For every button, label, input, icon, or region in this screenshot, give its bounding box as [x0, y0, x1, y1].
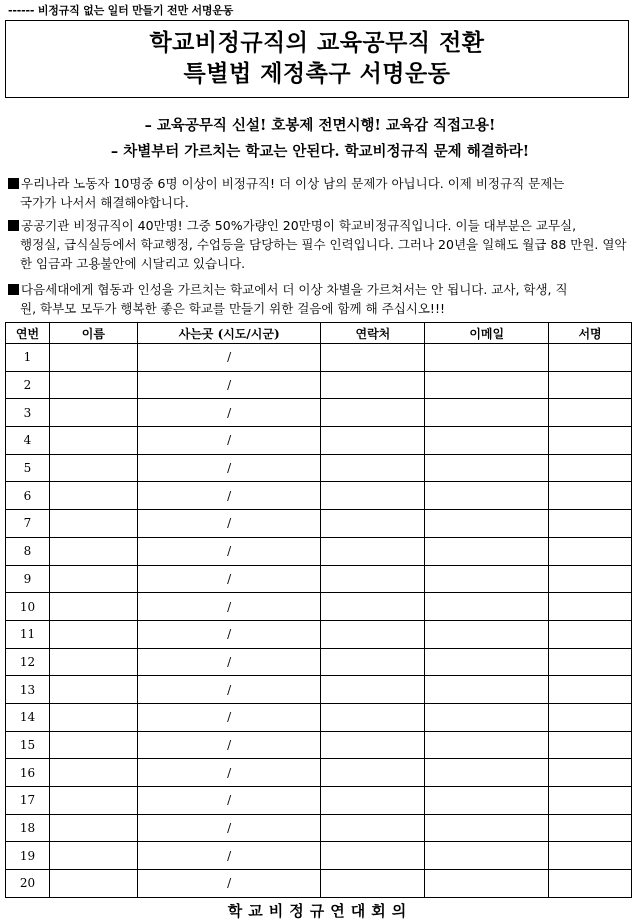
- address-cell[interactable]: /: [137, 510, 321, 538]
- address-cell[interactable]: /: [137, 454, 321, 482]
- paragraph-1-line1: 우리나라 노동자 10명중 6명 이상이 비정규직! 더 이상 남의 문제가 아닙니다. 이제 비정규직 문제는: [21, 176, 565, 191]
- table-row: [6, 870, 632, 898]
- paragraph-3-rest: 원, 학부모 모두가 행복한 좋은 학교를 만들기 위한 걸음에 함께 해 주십시오!!!: [20, 301, 445, 316]
- title-line-2: 특별법 제정촉구 서명운동: [183, 61, 451, 87]
- email-cell[interactable]: [425, 371, 549, 399]
- address-cell[interactable]: /: [137, 759, 321, 787]
- slogan-2: – 차별부터 가르치는 학교는 안된다. 학교비정규직 문제 해결하라!: [110, 143, 530, 160]
- address-cell[interactable]: /: [137, 593, 321, 621]
- header-email: 이메일: [425, 323, 549, 344]
- table-row: [6, 399, 632, 427]
- contact-cell[interactable]: [321, 814, 425, 842]
- contact-cell[interactable]: [321, 620, 425, 648]
- email-cell[interactable]: [425, 703, 549, 731]
- signature-cell[interactable]: [549, 620, 632, 648]
- table-row: [6, 344, 632, 372]
- organization-footer: 학교비정규연대회의: [227, 902, 413, 920]
- signature-cell[interactable]: [549, 842, 632, 870]
- row-number: 3: [6, 399, 50, 427]
- name-cell[interactable]: [49, 565, 137, 593]
- signature-cell[interactable]: [549, 870, 632, 898]
- name-cell[interactable]: [49, 787, 137, 815]
- email-cell[interactable]: [425, 676, 549, 704]
- name-cell[interactable]: [49, 648, 137, 676]
- email-cell[interactable]: [425, 759, 549, 787]
- email-cell[interactable]: [425, 593, 549, 621]
- row-number: 7: [6, 510, 50, 538]
- slogan-1: – 교육공무직 신설! 호봉제 전면시행! 교육감 직접고용!: [144, 117, 496, 134]
- signature-cell[interactable]: [549, 676, 632, 704]
- table-row: [6, 620, 632, 648]
- email-cell[interactable]: [425, 537, 549, 565]
- row-number: 17: [6, 787, 50, 815]
- table-row: [6, 676, 632, 704]
- row-number: 18: [6, 814, 50, 842]
- signature-cell[interactable]: [549, 371, 632, 399]
- name-cell[interactable]: [49, 703, 137, 731]
- name-cell[interactable]: [49, 620, 137, 648]
- row-number: 19: [6, 842, 50, 870]
- square-bullet-icon: [8, 284, 19, 295]
- signature-cell[interactable]: [549, 703, 632, 731]
- signature-cell[interactable]: [549, 344, 632, 372]
- address-cell[interactable]: /: [137, 399, 321, 427]
- signature-cell[interactable]: [549, 648, 632, 676]
- address-cell[interactable]: /: [137, 787, 321, 815]
- contact-cell[interactable]: [321, 703, 425, 731]
- table-row: [6, 371, 632, 399]
- name-cell[interactable]: [49, 427, 137, 455]
- paragraph-2-line1: 공공기관 비정규직이 40만명! 그중 50%가량인 20만명이 학교비정규직입니다. 이들 대부분은 교무실,: [21, 218, 577, 233]
- contact-cell[interactable]: [321, 731, 425, 759]
- signature-cell[interactable]: [549, 593, 632, 621]
- signature-cell[interactable]: [549, 510, 632, 538]
- header-number: 연번: [6, 323, 50, 344]
- email-cell[interactable]: [425, 510, 549, 538]
- address-cell[interactable]: /: [137, 814, 321, 842]
- contact-cell[interactable]: [321, 399, 425, 427]
- table-row: [6, 593, 632, 621]
- address-cell[interactable]: /: [137, 371, 321, 399]
- signature-cell[interactable]: [549, 787, 632, 815]
- email-cell[interactable]: [425, 427, 549, 455]
- name-cell[interactable]: [49, 537, 137, 565]
- address-cell[interactable]: /: [137, 842, 321, 870]
- address-cell[interactable]: /: [137, 620, 321, 648]
- table-row: [6, 814, 632, 842]
- contact-cell[interactable]: [321, 870, 425, 898]
- paragraph-2-rest: 행정실, 급식실등에서 학교행정, 수업등을 담당하는 필수 인력입니다. 그러나 20년을 일해도 월급 88 만원. 열악한 임금과 고용불안에 시달리고 있습니다.: [20, 237, 627, 271]
- signature-cell[interactable]: [549, 427, 632, 455]
- email-cell[interactable]: [425, 787, 549, 815]
- signature-table: [5, 322, 632, 898]
- contact-cell[interactable]: [321, 371, 425, 399]
- name-cell[interactable]: [49, 842, 137, 870]
- name-cell[interactable]: [49, 593, 137, 621]
- email-cell[interactable]: [425, 620, 549, 648]
- contact-cell[interactable]: [321, 427, 425, 455]
- row-number: 16: [6, 759, 50, 787]
- table-row: [6, 648, 632, 676]
- table-row: [6, 565, 632, 593]
- contact-cell[interactable]: [321, 565, 425, 593]
- square-bullet-icon: [8, 178, 19, 189]
- address-cell[interactable]: /: [137, 537, 321, 565]
- paragraph-1: [8, 174, 634, 212]
- address-cell[interactable]: /: [137, 703, 321, 731]
- table-row: [6, 731, 632, 759]
- signature-cell[interactable]: [549, 814, 632, 842]
- table-row: [6, 482, 632, 510]
- name-cell[interactable]: [49, 814, 137, 842]
- contact-cell[interactable]: [321, 454, 425, 482]
- contact-cell[interactable]: [321, 759, 425, 787]
- square-bullet-icon: [8, 220, 19, 231]
- address-cell[interactable]: /: [137, 344, 321, 372]
- signature-cell[interactable]: [549, 759, 632, 787]
- table-row: [6, 427, 632, 455]
- table-row: [6, 703, 632, 731]
- contact-cell[interactable]: [321, 842, 425, 870]
- signature-cell[interactable]: [549, 731, 632, 759]
- email-cell[interactable]: [425, 648, 549, 676]
- contact-cell[interactable]: [321, 593, 425, 621]
- address-cell[interactable]: /: [137, 565, 321, 593]
- row-number: 10: [6, 593, 50, 621]
- table-row: [6, 537, 632, 565]
- row-number: 11: [6, 620, 50, 648]
- row-number: 15: [6, 731, 50, 759]
- row-number: 1: [6, 344, 50, 372]
- title-box: [5, 20, 629, 98]
- header-address: 사는곳 (시도/시군): [137, 323, 321, 344]
- title-line-1: 학교비정규직의 교육공무직 전환: [149, 30, 485, 56]
- header-name: 이름: [49, 323, 137, 344]
- name-cell[interactable]: [49, 870, 137, 898]
- address-cell[interactable]: /: [137, 731, 321, 759]
- contact-cell[interactable]: [321, 648, 425, 676]
- header-signature: 서명: [549, 323, 632, 344]
- row-number: 5: [6, 454, 50, 482]
- table-row: [6, 454, 632, 482]
- paragraph-3-line1: 다음세대에게 협동과 인성을 가르치는 학교에서 더 이상 차별을 가르쳐서는 안 됩니다. 교사, 학생, 직: [21, 282, 568, 297]
- email-cell[interactable]: [425, 399, 549, 427]
- row-number: 8: [6, 537, 50, 565]
- paragraph-2: [8, 216, 634, 273]
- email-cell[interactable]: [425, 842, 549, 870]
- name-cell[interactable]: [49, 731, 137, 759]
- signature-cell[interactable]: [549, 399, 632, 427]
- top-tagline: ------ 비정규직 없는 일터 만들기 전만 서명운동: [8, 4, 234, 17]
- contact-cell[interactable]: [321, 537, 425, 565]
- name-cell[interactable]: [49, 676, 137, 704]
- email-cell[interactable]: [425, 814, 549, 842]
- table-row: [6, 759, 632, 787]
- signature-cell[interactable]: [549, 565, 632, 593]
- row-number: 14: [6, 703, 50, 731]
- address-cell[interactable]: /: [137, 676, 321, 704]
- address-cell[interactable]: /: [137, 870, 321, 898]
- address-cell[interactable]: /: [137, 427, 321, 455]
- name-cell[interactable]: [49, 454, 137, 482]
- contact-cell[interactable]: [321, 676, 425, 704]
- name-cell[interactable]: [49, 510, 137, 538]
- row-number: 4: [6, 427, 50, 455]
- email-cell[interactable]: [425, 731, 549, 759]
- name-cell[interactable]: [49, 344, 137, 372]
- address-cell[interactable]: /: [137, 482, 321, 510]
- name-cell[interactable]: [49, 399, 137, 427]
- row-number: 2: [6, 371, 50, 399]
- email-cell[interactable]: [425, 454, 549, 482]
- signature-cell[interactable]: [549, 537, 632, 565]
- paragraph-1-rest: 국가가 나서서 해결해야합니다.: [20, 195, 189, 210]
- contact-cell[interactable]: [321, 344, 425, 372]
- contact-cell[interactable]: [321, 787, 425, 815]
- table-row: [6, 842, 632, 870]
- email-cell[interactable]: [425, 565, 549, 593]
- email-cell[interactable]: [425, 344, 549, 372]
- contact-cell[interactable]: [321, 510, 425, 538]
- email-cell[interactable]: [425, 870, 549, 898]
- contact-cell[interactable]: [321, 482, 425, 510]
- name-cell[interactable]: [49, 482, 137, 510]
- address-cell[interactable]: /: [137, 648, 321, 676]
- row-number: 13: [6, 676, 50, 704]
- table-row: [6, 787, 632, 815]
- header-contact: 연락처: [321, 323, 425, 344]
- email-cell[interactable]: [425, 482, 549, 510]
- signature-cell[interactable]: [549, 482, 632, 510]
- table-row: [6, 510, 632, 538]
- row-number: 20: [6, 870, 50, 898]
- row-number: 9: [6, 565, 50, 593]
- paragraph-3: [8, 280, 634, 318]
- table-header-row: [6, 323, 632, 344]
- name-cell[interactable]: [49, 759, 137, 787]
- name-cell[interactable]: [49, 371, 137, 399]
- signature-cell[interactable]: [549, 454, 632, 482]
- row-number: 12: [6, 648, 50, 676]
- row-number: 6: [6, 482, 50, 510]
